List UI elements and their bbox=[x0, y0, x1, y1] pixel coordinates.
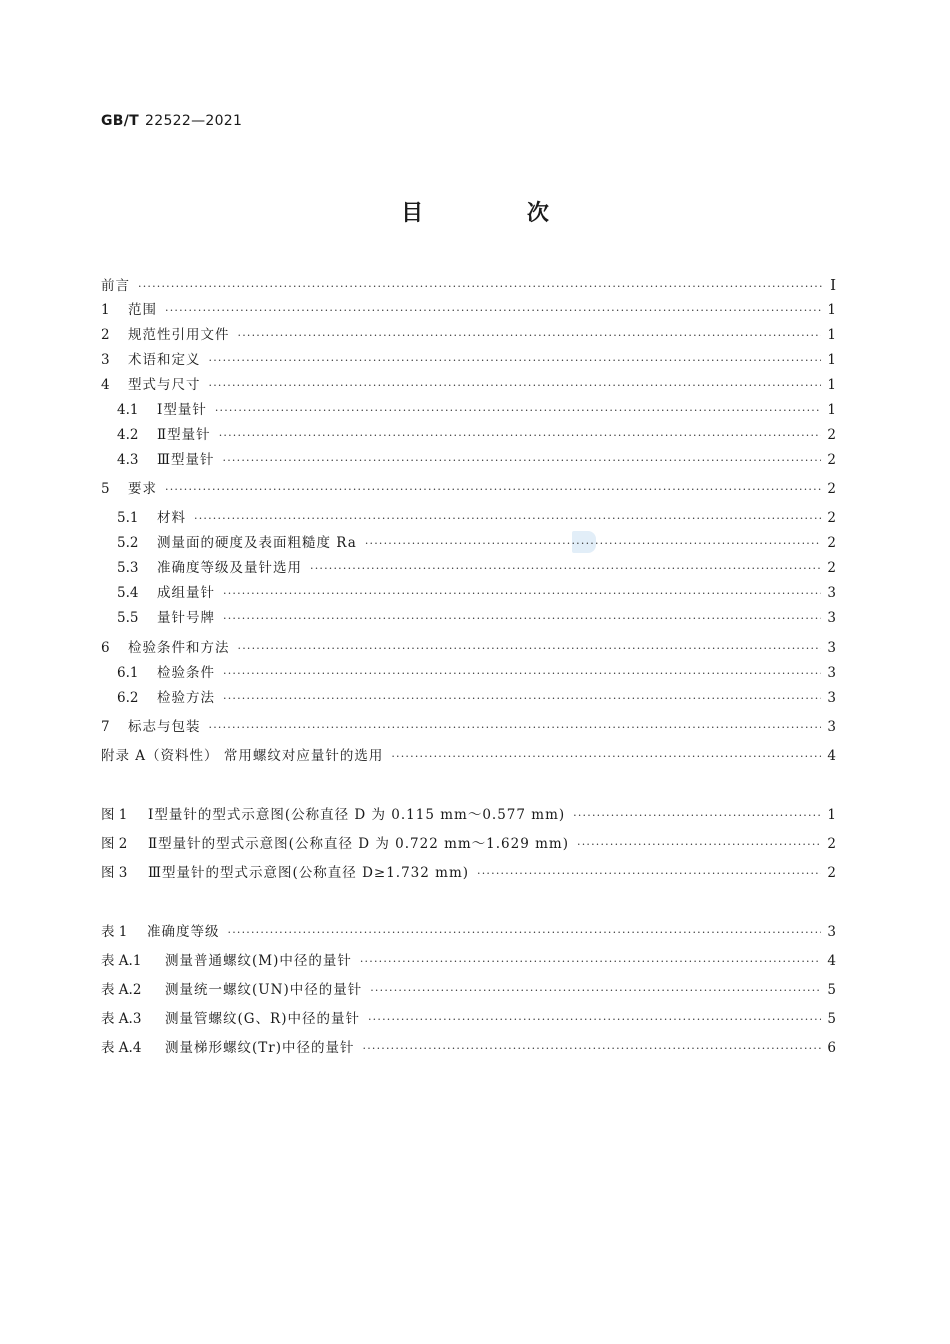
toc-entry-page: 2 bbox=[827, 452, 836, 468]
toc-entry-4-1[interactable] bbox=[117, 401, 836, 420]
toc-entry-page: 4 bbox=[827, 748, 836, 764]
toc-entry-number: 3 bbox=[101, 352, 110, 368]
toc-entry-page: 2 bbox=[827, 481, 836, 497]
toc-entry-number: 图 2 bbox=[101, 836, 128, 852]
toc-entry-label: 检验条件 bbox=[157, 665, 215, 681]
toc-entry-label: 准确度等级及量针选用 bbox=[157, 560, 302, 576]
toc-entry-number: 7 bbox=[101, 719, 110, 735]
toc-entry-number: 5.1 bbox=[117, 510, 139, 526]
toc-entry-7[interactable] bbox=[101, 718, 836, 737]
toc-entry-5-5[interactable] bbox=[117, 609, 836, 628]
toc-entry-6-1[interactable] bbox=[117, 664, 836, 683]
toc-figure-1[interactable] bbox=[101, 806, 836, 825]
toc-entry-4-2[interactable] bbox=[117, 426, 836, 445]
toc-entry-label: Ⅲ型量针的型式示意图(公称直径 D≥1.732 mm) bbox=[148, 865, 470, 881]
toc-entry-label: 检验条件和方法 bbox=[128, 640, 230, 656]
toc-entry-label: 检验方法 bbox=[157, 690, 215, 706]
standard-number: 22522—2021 bbox=[145, 113, 243, 129]
toc-entry-page: 5 bbox=[827, 1011, 836, 1027]
leader-dots bbox=[209, 719, 822, 737]
toc-entry-number: 5 bbox=[101, 481, 110, 497]
toc-entry-6[interactable] bbox=[101, 639, 836, 658]
toc-entry-5-4[interactable] bbox=[117, 584, 836, 603]
toc-entry-4-3[interactable] bbox=[117, 451, 836, 470]
toc-table-a1[interactable] bbox=[101, 952, 836, 971]
toc-entry-number: 5.5 bbox=[117, 610, 139, 626]
toc-figure-2[interactable] bbox=[101, 835, 836, 854]
page-title: 目 次 bbox=[401, 201, 597, 226]
toc-entry-label: 标志与包装 bbox=[128, 719, 201, 735]
toc-entry-label: Ⅱ型量针 bbox=[157, 427, 211, 443]
leader-dots bbox=[165, 481, 821, 499]
leader-dots bbox=[368, 1011, 821, 1029]
toc-entry-number: 表 A.3 bbox=[101, 1011, 142, 1027]
leader-dots bbox=[138, 278, 822, 296]
leader-dots bbox=[223, 690, 821, 708]
toc-entry-page: 4 bbox=[827, 953, 836, 969]
toc-entry-foreword[interactable] bbox=[101, 276, 836, 296]
toc-entry-page: 2 bbox=[827, 836, 836, 852]
toc-entry-label: 型式与尺寸 bbox=[128, 377, 201, 393]
toc-entry-label: 术语和定义 bbox=[128, 352, 201, 368]
toc-entry-number: 表 A.1 bbox=[101, 953, 142, 969]
toc-entry-label: Ⅲ型量针 bbox=[157, 452, 215, 468]
toc-entry-label: Ⅱ型量针的型式示意图(公称直径 D 为 0.722 mm～1.629 mm) bbox=[148, 836, 569, 852]
leader-dots bbox=[219, 427, 822, 445]
toc-entry-3[interactable] bbox=[101, 351, 836, 370]
leader-dots bbox=[363, 1040, 822, 1058]
toc-entry-page: 2 bbox=[827, 510, 836, 526]
toc-entry-label: 材料 bbox=[157, 510, 186, 526]
standard-prefix: GB/T bbox=[101, 113, 140, 129]
toc-entry-2[interactable] bbox=[101, 326, 836, 345]
toc-entry-page: 5 bbox=[827, 982, 836, 998]
leader-dots bbox=[215, 402, 822, 420]
toc-entry-number: 5.4 bbox=[117, 585, 139, 601]
toc-entry-page: Ⅰ bbox=[830, 276, 836, 294]
toc-entry-label: 量针号牌 bbox=[157, 610, 215, 626]
toc-entry-label: Ⅰ型量针的型式示意图(公称直径 D 为 0.115 mm～0.577 mm) bbox=[148, 807, 566, 823]
leader-dots bbox=[223, 585, 821, 603]
toc-entry-number: 4 bbox=[101, 377, 110, 393]
toc-entry-label: 要求 bbox=[128, 481, 157, 497]
toc-entry-label: 范围 bbox=[128, 302, 157, 318]
toc-entry-page: 2 bbox=[827, 427, 836, 443]
toc-entry-number: 1 bbox=[101, 302, 110, 318]
toc-entry-5-3[interactable] bbox=[117, 559, 836, 578]
leader-dots bbox=[577, 836, 821, 854]
toc-entry-number: 4.3 bbox=[117, 452, 139, 468]
toc-entry-6-2[interactable] bbox=[117, 689, 836, 708]
toc-entry-label: Ⅰ型量针 bbox=[157, 402, 207, 418]
toc-figure-3[interactable] bbox=[101, 864, 836, 883]
toc-entry-page: 3 bbox=[827, 640, 836, 656]
leader-dots bbox=[223, 610, 821, 628]
toc-entry-label: 测量管螺纹(G、R)中径的量针 bbox=[165, 1011, 360, 1027]
toc-table-1[interactable] bbox=[101, 923, 836, 942]
toc-entry-number: 2 bbox=[101, 327, 110, 343]
leader-dots bbox=[209, 352, 822, 370]
leader-dots bbox=[238, 640, 822, 658]
toc-entry-number: 5.2 bbox=[117, 535, 139, 551]
toc-entry-number: 图 1 bbox=[101, 807, 128, 823]
leader-dots bbox=[223, 665, 821, 683]
toc-entry-5-1[interactable] bbox=[117, 509, 836, 528]
toc-entry-page: 1 bbox=[827, 377, 836, 393]
toc-entry-number: 表 A.4 bbox=[101, 1040, 142, 1056]
leader-dots bbox=[310, 560, 821, 578]
leader-dots bbox=[238, 327, 822, 345]
toc-entry-label: 测量统一螺纹(UN)中径的量针 bbox=[165, 982, 363, 998]
toc-entry-number: 4.2 bbox=[117, 427, 139, 443]
toc-entry-page: 1 bbox=[827, 402, 836, 418]
leader-dots bbox=[391, 748, 821, 766]
leader-dots bbox=[573, 807, 821, 825]
toc-entry-page: 1 bbox=[827, 302, 836, 318]
toc-entry-number: 4.1 bbox=[117, 402, 139, 418]
toc-entry-page: 1 bbox=[827, 807, 836, 823]
toc-entry-label: 测量梯形螺纹(Tr)中径的量针 bbox=[165, 1040, 355, 1056]
toc-entry-page: 6 bbox=[827, 1040, 836, 1056]
toc-entry-number: 6.2 bbox=[117, 690, 139, 706]
toc-entry-appendix-a[interactable] bbox=[101, 747, 836, 766]
toc-entry-number: 图 3 bbox=[101, 865, 128, 881]
toc-entry-1[interactable] bbox=[101, 301, 836, 320]
toc-entry-label: 测量普通螺纹(M)中径的量针 bbox=[165, 953, 352, 969]
toc-table-a3[interactable] bbox=[101, 1010, 836, 1029]
toc-entry-page: 3 bbox=[827, 585, 836, 601]
toc-entry-page: 2 bbox=[827, 865, 836, 881]
leader-dots bbox=[365, 535, 822, 553]
toc-entry-label: 成组量针 bbox=[157, 585, 215, 601]
leader-dots bbox=[370, 982, 821, 1000]
toc-entry-number: 6.1 bbox=[117, 665, 139, 681]
toc-entry-number: 表 A.2 bbox=[101, 982, 142, 998]
toc-entry-5-2[interactable] bbox=[117, 534, 836, 553]
toc-entry-label: 测量面的硬度及表面粗糙度 Ra bbox=[157, 535, 357, 551]
toc-entry-label: 附录 A（资料性） 常用螺纹对应量针的选用 bbox=[101, 748, 384, 764]
leader-dots bbox=[223, 452, 822, 470]
leader-dots bbox=[194, 510, 821, 528]
toc-entry-page: 3 bbox=[827, 719, 836, 735]
toc-entry-page: 2 bbox=[827, 535, 836, 551]
toc-entry-label: 准确度等级 bbox=[147, 924, 220, 940]
toc-entry-page: 3 bbox=[827, 610, 836, 626]
leader-dots bbox=[360, 953, 822, 971]
toc-entry-page: 2 bbox=[827, 560, 836, 576]
toc-entry-4[interactable] bbox=[101, 376, 836, 395]
leader-dots bbox=[209, 377, 822, 395]
toc-table-a4[interactable] bbox=[101, 1039, 836, 1058]
toc-table-a2[interactable] bbox=[101, 981, 836, 1000]
toc-entry-page: 1 bbox=[827, 327, 836, 343]
toc-entry-page: 3 bbox=[827, 665, 836, 681]
toc-entry-number: 5.3 bbox=[117, 560, 139, 576]
leader-dots bbox=[477, 865, 821, 883]
toc-entry-label: 前言 bbox=[101, 278, 130, 294]
toc-entry-5[interactable] bbox=[101, 480, 836, 499]
toc-entry-number: 6 bbox=[101, 640, 110, 656]
toc-entry-page: 3 bbox=[827, 690, 836, 706]
toc-entry-number: 表 1 bbox=[101, 924, 128, 940]
leader-dots bbox=[228, 924, 822, 942]
toc-entry-page: 3 bbox=[827, 924, 836, 940]
toc-entry-label: 规范性引用文件 bbox=[128, 327, 230, 343]
toc-entry-page: 1 bbox=[827, 352, 836, 368]
leader-dots bbox=[165, 302, 821, 320]
